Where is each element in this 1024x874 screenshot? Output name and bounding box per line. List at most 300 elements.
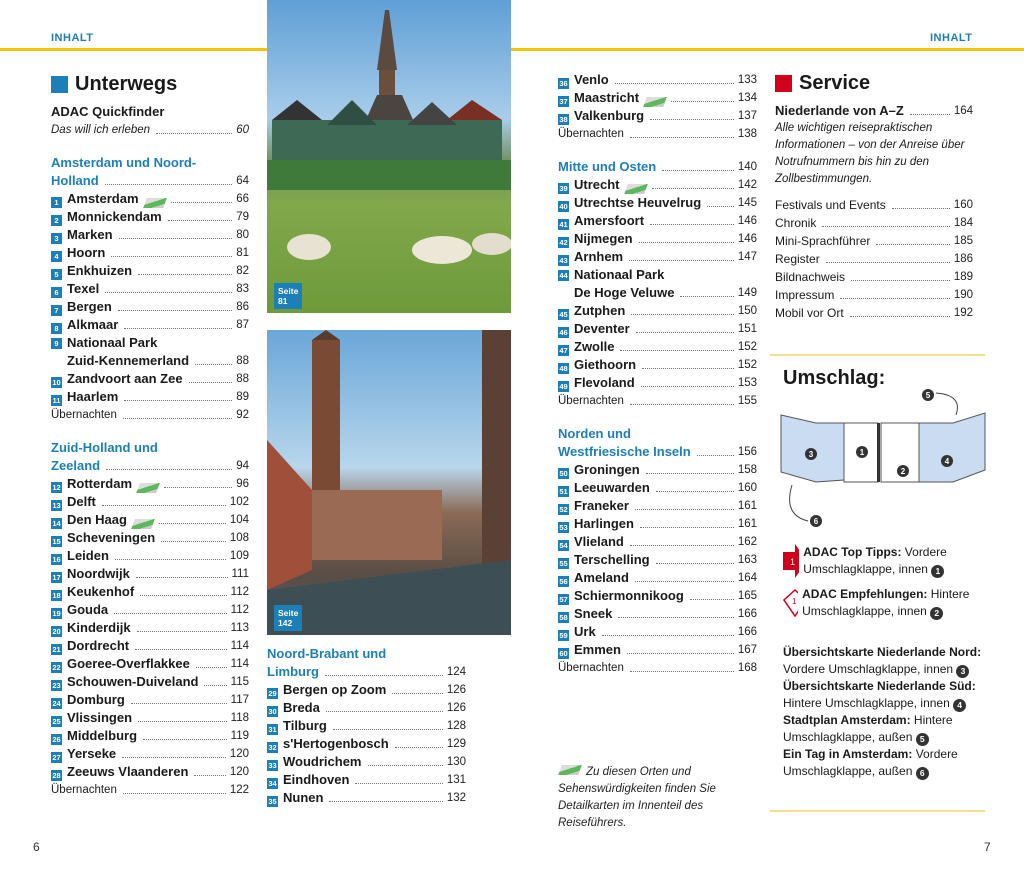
dot-leader — [635, 509, 734, 510]
toc-entry-service[interactable] — [775, 196, 973, 214]
dot-leader — [333, 729, 443, 730]
page-number: 134 — [737, 92, 757, 104]
entry-name: s'Hertogenbosch — [283, 736, 389, 751]
toc-entry-marken[interactable] — [51, 226, 249, 244]
toc-column-3 — [558, 71, 757, 677]
entry-name: Urk — [574, 624, 596, 639]
toc-entry-nunen[interactable] — [267, 789, 466, 807]
toc-entry-rotterdam[interactable] — [51, 475, 249, 493]
toc-entry-delft[interactable] — [51, 493, 249, 511]
red-arrow-marker-icon — [783, 544, 799, 578]
toc-entry-zutphen[interactable] — [558, 302, 757, 320]
toc-entry-niederlande-a-z[interactable]: Niederlande von A–Z 164 — [775, 103, 973, 118]
entry-name: Groningen — [574, 462, 640, 477]
page-number: 158 — [737, 464, 757, 476]
entry-name: Bergen — [67, 299, 112, 314]
entry-name: ADAC Quickfinder — [51, 104, 165, 119]
page-number: 161 — [737, 518, 757, 530]
dot-leader — [620, 350, 733, 351]
running-header-left: INHALT — [51, 32, 94, 44]
toc-entry--bernachten[interactable] — [558, 659, 757, 677]
page-number: 164 — [737, 572, 757, 584]
toc-entry-venlo[interactable] — [558, 71, 757, 89]
page-number: 80 — [236, 229, 249, 241]
page-number: 108 — [229, 532, 249, 544]
cover-reference — [783, 678, 983, 712]
toc-entry-bergen[interactable] — [51, 298, 249, 316]
entry-name: Eindhoven — [283, 772, 350, 787]
reference-number-badge: 5 — [916, 733, 929, 746]
page-number: 60 — [236, 124, 249, 136]
dot-leader — [630, 545, 734, 546]
page-number: 87 — [236, 319, 249, 331]
toc-entry-maastricht[interactable] — [558, 89, 757, 107]
entry-name: Keukenhof — [67, 584, 135, 599]
entry-name: Schouwen-Duiveland — [67, 674, 199, 689]
toc-entry-adac-quickfinder[interactable] — [51, 103, 249, 121]
toc-entry-monnickendam[interactable] — [51, 208, 249, 226]
reference-text: Hintere Umschlagklappe, außen — [783, 713, 953, 744]
toc-entry-kinderdijk[interactable] — [51, 619, 249, 637]
number-badge: 32 — [268, 743, 277, 752]
legend-empfehlungen: 1 ADAC Empfehlungen: Hintere Umschlagklappe, innen 2 — [783, 586, 983, 620]
toc-entry-haarlem[interactable] — [51, 388, 249, 406]
entry-name: Zeeuws Vlaanderen — [67, 764, 189, 779]
number-badge: 6 — [51, 287, 62, 298]
dot-leader — [124, 328, 232, 329]
svg-text:4: 4 — [944, 457, 950, 466]
entry-name: Norden und — [558, 426, 631, 441]
toc-entry-nationaal-park-zuid-kennemerland[interactable] — [51, 334, 249, 370]
page-number: 185 — [953, 235, 973, 247]
entry-name: De Hoge Veluwe — [574, 285, 675, 300]
toc-entry-nijmegen[interactable] — [558, 230, 757, 248]
number-badge: 59 — [559, 631, 568, 640]
toc-entry-service[interactable] — [775, 232, 973, 250]
toc-entry-zeeuws-vlaanderen[interactable] — [51, 763, 249, 781]
page-number: 120 — [229, 748, 249, 760]
toc-entry-emmen[interactable] — [558, 641, 757, 659]
entry-name: Bildnachweis — [775, 270, 846, 284]
number-badge: 52 — [559, 505, 568, 514]
dot-leader — [326, 711, 443, 712]
toc-entry--bernachten[interactable] — [51, 781, 249, 799]
reference-text: Vordere Umschlagklappe, innen — [783, 662, 954, 676]
page-number: 189 — [953, 271, 973, 283]
toc-entry-service[interactable] — [775, 214, 973, 232]
header-rule-right — [511, 48, 1024, 51]
number-badge: 12 — [52, 483, 61, 492]
toc-entry-woudrichem[interactable] — [267, 753, 466, 771]
toc-entry-domburg[interactable] — [51, 691, 249, 709]
toc-entry-flevoland[interactable] — [558, 374, 757, 392]
number-badge: 50 — [559, 469, 568, 478]
detail-map-icon — [143, 198, 167, 208]
number-badge: 31 — [268, 725, 277, 734]
toc-entry-tilburg[interactable] — [267, 717, 466, 735]
toc-entry-service[interactable] — [775, 304, 973, 322]
toc-entry-zandvoort-aan-zee[interactable] — [51, 370, 249, 388]
toc-entry-noordwijk[interactable] — [51, 565, 249, 583]
entry-name: Harlingen — [574, 516, 634, 531]
dot-leader — [131, 703, 227, 704]
toc-entry-hoorn[interactable] — [51, 244, 249, 262]
dot-leader — [124, 400, 232, 401]
dot-leader — [105, 292, 232, 293]
number-badge: 45 — [559, 310, 568, 319]
number-badge: 3 — [51, 233, 62, 244]
page-number: 126 — [446, 684, 466, 696]
dot-leader — [138, 721, 227, 722]
dot-leader — [136, 577, 228, 578]
number-badge: 22 — [52, 663, 61, 672]
entry-name: Leeuwarden — [574, 480, 650, 495]
entry-name: Middelburg — [67, 728, 138, 743]
page-number: 94 — [236, 460, 249, 472]
toc-entry-schouwen-duiveland[interactable] — [51, 673, 249, 691]
dot-leader — [195, 364, 232, 365]
toc-entry-eindhoven[interactable] — [267, 771, 466, 789]
section-title-text: Unterwegs — [75, 72, 178, 95]
region-heading[interactable] — [267, 645, 466, 681]
number-badge: 46 — [559, 328, 568, 337]
number-badge: 38 — [559, 115, 568, 124]
dot-leader — [135, 649, 227, 650]
red-square-icon — [775, 75, 792, 92]
entry-name: Das will ich erleben — [51, 124, 151, 136]
dot-leader — [122, 757, 226, 758]
svg-text:6: 6 — [813, 517, 819, 526]
toc-entry-vlieland[interactable] — [558, 533, 757, 551]
page-number: 83 — [236, 283, 249, 295]
entry-name: Chronik — [775, 216, 817, 230]
number-badge: 43 — [559, 256, 568, 265]
page-number: 112 — [230, 604, 249, 616]
toc-entry-amersfoort[interactable] — [558, 212, 757, 230]
number-badge: 7 — [51, 305, 62, 316]
page-number: 119 — [230, 730, 249, 742]
entry-name: Impressum — [775, 288, 835, 302]
service-description: Alle wichtigen reisepraktischen Informationen – von der Anreise über Notrufnummern bis hin zu den Zollbestimmungen. — [775, 122, 965, 185]
header-rule-left — [0, 48, 267, 51]
number-badge: 13 — [52, 501, 61, 510]
entry-name: Übernachten — [558, 395, 624, 407]
number-badge: 28 — [52, 771, 61, 780]
page-number: 160 — [737, 482, 757, 494]
page-number: 138 — [737, 128, 757, 140]
page-number: 186 — [953, 253, 973, 265]
entry-name: Übernachten — [558, 662, 624, 674]
toc-entry-groningen[interactable] — [558, 461, 757, 479]
toc-entry--bernachten[interactable] — [51, 406, 249, 424]
number-badge: 5 — [51, 269, 62, 280]
entry-name: Den Haag — [67, 512, 127, 527]
toc-entry-middelburg[interactable] — [51, 727, 249, 745]
toc-entry-alkmaar[interactable] — [51, 316, 249, 334]
page-badge-142: Seite 142 — [274, 605, 302, 631]
page-number: 89 — [236, 391, 249, 403]
page-number: 104 — [229, 514, 249, 526]
dot-leader — [876, 244, 949, 245]
entry-name: Monnickendam — [67, 209, 162, 224]
dot-leader — [204, 685, 226, 686]
entry-name: Venlo — [574, 72, 609, 87]
number-badge: 29 — [268, 689, 277, 698]
toc-entry-nationaal-park-de-hoge-veluwe[interactable] — [558, 266, 757, 302]
dot-leader — [123, 793, 226, 794]
page-number: 64 — [236, 175, 249, 187]
page-number: 140 — [737, 161, 757, 173]
entry-name: Texel — [67, 281, 100, 296]
toc-entry-franeker[interactable] — [558, 497, 757, 515]
entry-name: Zandvoort aan Zee — [67, 371, 183, 386]
toc-entry-den-haag[interactable] — [51, 511, 249, 529]
page-number: 102 — [229, 496, 249, 508]
toc-entry-leeuwarden[interactable] — [558, 479, 757, 497]
dot-leader — [106, 469, 232, 470]
dot-leader — [690, 599, 734, 600]
toc-entry-utrechtse-heuvelrug[interactable] — [558, 194, 757, 212]
page-number: 126 — [446, 702, 466, 714]
dot-leader — [329, 801, 442, 802]
page-number: 132 — [446, 792, 466, 804]
number-badge: 11 — [52, 396, 61, 405]
number-badge: 58 — [559, 613, 568, 622]
section-title-service: Service — [775, 70, 973, 96]
reference-label: Übersichtskarte Niederlande Nord: — [783, 645, 982, 659]
toc-entry-keukenhof[interactable] — [51, 583, 249, 601]
entry-name: Festivals und Events — [775, 198, 886, 212]
entry-name: Zutphen — [574, 303, 626, 318]
dot-leader — [105, 184, 233, 185]
reference-text: Hintere Umschlagklappe, innen — [783, 696, 950, 710]
page-number: 150 — [737, 305, 757, 317]
cover-reference — [783, 644, 983, 678]
dot-leader — [851, 280, 950, 281]
toc-entry-valkenburg[interactable] — [558, 107, 757, 125]
dot-leader — [627, 653, 734, 654]
toc-entry-arnhem[interactable] — [558, 248, 757, 266]
page-number: 111 — [231, 568, 249, 580]
number-badge: 25 — [52, 717, 61, 726]
entry-name: Rotterdam — [67, 476, 133, 491]
region-heading[interactable] — [558, 425, 757, 461]
number-badge: 48 — [559, 364, 568, 373]
entry-name: Mini-Sprachführer — [775, 234, 871, 248]
toc-entry-terschelling[interactable] — [558, 551, 757, 569]
dot-leader — [822, 226, 949, 227]
entry-name: Vlissingen — [67, 710, 133, 725]
entry-name: Arnhem — [574, 249, 624, 264]
region-heading[interactable] — [51, 439, 249, 475]
entry-name: Amersfoort — [574, 213, 645, 228]
service-column — [775, 70, 973, 322]
toc-entry-service[interactable] — [775, 268, 973, 286]
toc-entry--bernachten[interactable] — [558, 125, 757, 143]
number-badge: 55 — [559, 559, 568, 568]
toc-entry-dordrecht[interactable] — [51, 637, 249, 655]
dot-leader — [355, 783, 442, 784]
toc-entry-utrecht[interactable] — [558, 176, 757, 194]
page-number: 120 — [229, 766, 249, 778]
toc-entry-amsterdam[interactable] — [51, 190, 249, 208]
page-number: 161 — [737, 500, 757, 512]
entry-name: Valkenburg — [574, 108, 645, 123]
dot-leader — [196, 667, 227, 668]
dot-leader — [671, 101, 734, 102]
toc-entry-s-hertogenbosch[interactable] — [267, 735, 466, 753]
entry-name: Nationaal Park — [574, 267, 665, 282]
entry-name: Ameland — [574, 570, 629, 585]
cover-title: Umschlag: — [783, 367, 886, 389]
number-badge: 1 — [51, 197, 62, 208]
number-badge: 60 — [559, 649, 568, 658]
entry-name: Nunen — [283, 790, 324, 805]
entry-name: Hoorn — [67, 245, 106, 260]
page-number: 114 — [230, 640, 249, 652]
page-number: 122 — [229, 784, 249, 796]
entry-name: Terschelling — [574, 552, 650, 567]
dot-leader — [630, 137, 734, 138]
toc-entry-bergen-op-zoom[interactable] — [267, 681, 466, 699]
number-badge: 26 — [52, 735, 61, 744]
toc-entry-urk[interactable] — [558, 623, 757, 641]
reference-number-badge: 6 — [916, 767, 929, 780]
number-badge: 19 — [52, 609, 61, 618]
entry-name: Marken — [67, 227, 113, 242]
toc-entry-leiden[interactable] — [51, 547, 249, 565]
number-badge: 14 — [52, 519, 61, 528]
cover-rule-bottom — [770, 810, 985, 812]
dot-leader — [630, 404, 734, 405]
page-number-right: 7 — [984, 840, 991, 854]
dot-leader — [697, 455, 734, 456]
page-number: 129 — [446, 738, 466, 750]
number-badge: 35 — [268, 797, 277, 806]
page-number: 156 — [737, 446, 757, 458]
toc-entry-deventer[interactable] — [558, 320, 757, 338]
page-number: 88 — [236, 355, 249, 367]
toc-column-1 — [51, 71, 249, 799]
page-number: 118 — [230, 712, 249, 724]
dot-leader — [640, 527, 734, 528]
page-number: 165 — [737, 590, 757, 602]
dot-leader — [325, 675, 443, 676]
page-number: 81 — [236, 247, 249, 259]
entry-name: Domburg — [67, 692, 125, 707]
entry-name: Noordwijk — [67, 566, 130, 581]
dot-leader — [642, 368, 734, 369]
toc-entry-ameland[interactable] — [558, 569, 757, 587]
photo-illustration — [267, 0, 511, 313]
entry-name: Giethoorn — [574, 357, 637, 372]
entry-name: Zuid-Kennemerland — [67, 353, 190, 368]
page-number: 124 — [446, 666, 466, 678]
page-number: 145 — [737, 197, 757, 209]
region-heading[interactable] — [558, 158, 757, 176]
toc-entry-enkhuizen[interactable] — [51, 262, 249, 280]
toc-entry-goeree-overflakkee[interactable] — [51, 655, 249, 673]
svg-text:5: 5 — [925, 391, 931, 400]
dot-leader — [602, 635, 734, 636]
reference-text: Vordere Umschlagklappe, außen — [783, 747, 958, 778]
legend-top-tipps: 1 ADAC Top Tipps: Vordere Umschlagklappe, innen 1 — [783, 544, 983, 578]
dot-leader — [171, 202, 233, 203]
entry-name: Alkmaar — [67, 317, 119, 332]
page-number: 109 — [229, 550, 249, 562]
number-badge: 17 — [52, 573, 61, 582]
number-badge: 51 — [559, 487, 568, 496]
page-number: 115 — [230, 676, 249, 688]
dot-leader — [707, 206, 734, 207]
dot-leader — [618, 617, 734, 618]
toc-entry-schiermonnikoog[interactable] — [558, 587, 757, 605]
page-number: 96 — [236, 478, 249, 490]
toc-entry--bernachten[interactable] — [558, 392, 757, 410]
toc-entry-zwolle[interactable] — [558, 338, 757, 356]
svg-text:3: 3 — [808, 450, 814, 459]
dot-leader — [892, 208, 950, 209]
page-number: 66 — [236, 193, 249, 205]
toc-entry-yerseke[interactable] — [51, 745, 249, 763]
toc-entry-service[interactable] — [775, 286, 973, 304]
number-badge: 54 — [559, 541, 568, 550]
page-number: 131 — [446, 774, 466, 786]
detail-map-icon — [558, 765, 582, 775]
entry-name: Kinderdijk — [67, 620, 131, 635]
region-heading[interactable] — [51, 154, 249, 190]
page-number: 163 — [737, 554, 757, 566]
toc-entry-texel[interactable] — [51, 280, 249, 298]
svg-text:1: 1 — [859, 448, 865, 457]
page-number: 114 — [230, 658, 249, 670]
number-badge: 4 — [51, 251, 62, 262]
toc-entry-sneek[interactable] — [558, 605, 757, 623]
dot-leader — [636, 332, 734, 333]
dot-leader — [189, 382, 233, 383]
toc-entry-giethoorn[interactable] — [558, 356, 757, 374]
cover-diagram — [778, 385, 988, 530]
toc-entry-vlissingen[interactable] — [51, 709, 249, 727]
entry-name: Enkhuizen — [67, 263, 133, 278]
entry-name: Register — [775, 252, 820, 266]
red-diamond-marker-icon — [783, 586, 798, 620]
number-badge: 49 — [559, 382, 568, 391]
entry-name: Holland — [51, 173, 99, 188]
reference-number-badge: 3 — [956, 665, 969, 678]
number-badge: 53 — [559, 523, 568, 532]
entry-name: Goeree-Overflakkee — [67, 656, 190, 671]
svg-text:1: 1 — [790, 557, 796, 567]
dot-leader — [111, 256, 232, 257]
number-badge: 23 — [52, 681, 61, 690]
dot-leader — [650, 224, 734, 225]
toc-entry-gouda[interactable] — [51, 601, 249, 619]
toc-entry-breda[interactable] — [267, 699, 466, 717]
photo-illustration — [267, 330, 511, 635]
page-number: 149 — [737, 287, 757, 299]
dot-leader — [650, 119, 734, 120]
toc-entry-service[interactable] — [775, 250, 973, 268]
page-number: 152 — [737, 341, 757, 353]
toc-entry-harlingen[interactable] — [558, 515, 757, 533]
number-badge: 39 — [559, 184, 568, 193]
number-badge: 8 — [51, 323, 62, 334]
dot-leader — [641, 386, 734, 387]
toc-entry-scheveningen[interactable] — [51, 529, 249, 547]
dot-leader — [137, 631, 227, 632]
toc-entry-das-will-ich-erleben[interactable] — [51, 121, 249, 139]
